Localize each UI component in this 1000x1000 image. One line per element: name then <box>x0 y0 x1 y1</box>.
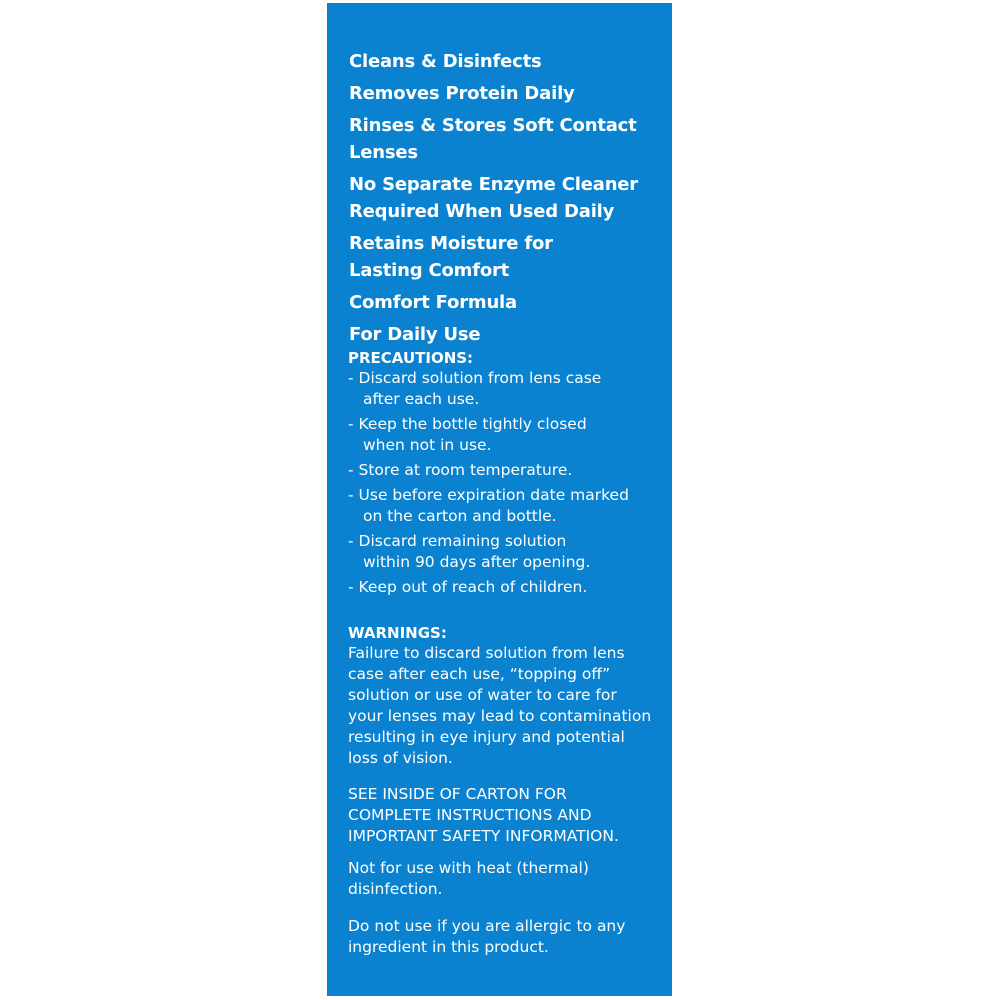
precautions-section <box>348 349 658 602</box>
feature-item: Comfort Formula <box>349 292 517 313</box>
feature-item: Rinses & Stores Soft Contact Lenses <box>349 115 637 163</box>
precaution-item: - Use before expiration date marked on the carton and bottle. <box>348 486 629 525</box>
precaution-item: - Keep out of reach of children. <box>348 578 588 596</box>
allergy-notice: Do not use if you are allergic to any ingredient in this product. <box>348 917 626 956</box>
warnings-section <box>348 624 663 769</box>
precaution-item: - Store at room temperature. <box>348 461 573 479</box>
see-inside-notice: SEE INSIDE OF CARTON FOR COMPLETE INSTRUCTIONS AND IMPORTANT SAFETY INFORMATION. <box>348 785 619 845</box>
heat-disinfection-notice: Not for use with heat (thermal) disinfection. <box>348 859 589 898</box>
precaution-item: - Discard remaining solution within 90 days after opening. <box>348 532 591 571</box>
feature-list <box>349 48 672 353</box>
feature-item: No Separate Enzyme Cleaner Required When Used Daily <box>349 174 638 222</box>
feature-item: Removes Protein Daily <box>349 83 575 104</box>
feature-item: Retains Moisture for Lasting Comfort <box>349 233 553 281</box>
precautions-heading: PRECAUTIONS: <box>348 349 474 367</box>
warnings-heading: WARNINGS: <box>348 624 447 642</box>
precaution-item: - Keep the bottle tightly closed when not in use. <box>348 415 587 454</box>
precaution-item: - Discard solution from lens case after each use. <box>348 369 602 408</box>
feature-item: For Daily Use <box>349 324 481 345</box>
feature-item: Cleans & Disinfects <box>349 51 542 72</box>
precautions-list <box>348 368 658 598</box>
carton-side-panel <box>327 3 672 996</box>
warnings-text: Failure to discard solution from lens case after each use, “topping off” solution or use of water to care for your lenses may lead to contamination resulting in eye injury and potential loss of vision. <box>348 644 652 767</box>
